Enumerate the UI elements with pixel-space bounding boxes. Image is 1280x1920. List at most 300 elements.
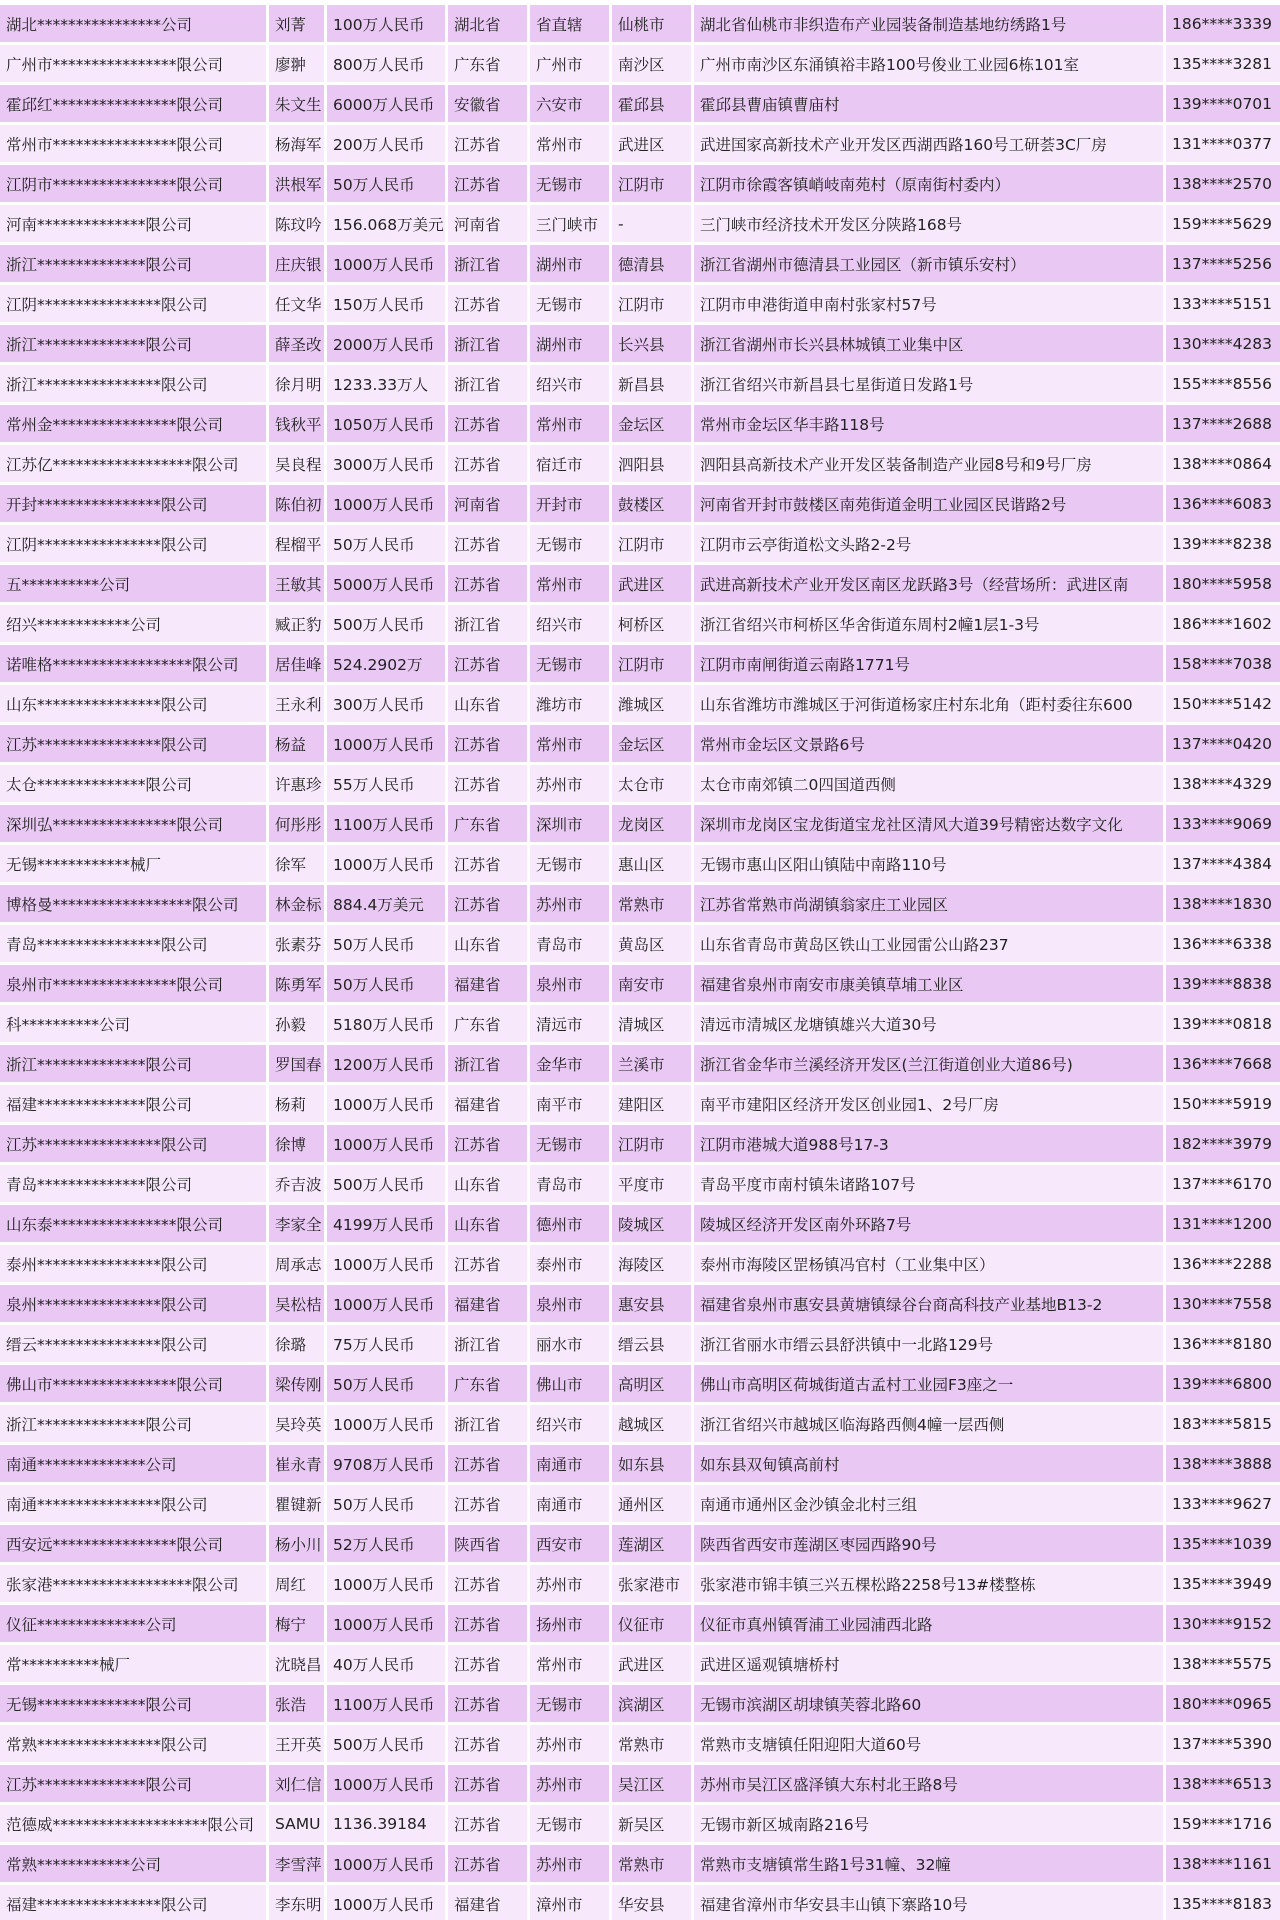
legal-person-cell: 孙毅 — [269, 1005, 324, 1042]
district-cell: 南安市 — [612, 965, 691, 1002]
legal-person-cell: 薛圣改 — [269, 325, 324, 362]
legal-person-cell: SAMU — [269, 1805, 324, 1842]
province-cell: 江苏省 — [448, 165, 527, 202]
table-row — [0, 765, 1280, 802]
district-cell: 仙桃市 — [612, 5, 691, 42]
phone-cell: 159****1716 — [1166, 1805, 1280, 1842]
address-cell: 江苏省常熟市尚湖镇翁家庄工业园区 — [694, 885, 1163, 922]
legal-person-cell: 杨小川 — [269, 1525, 324, 1562]
table-row — [0, 1645, 1280, 1682]
legal-person-cell: 钱秋平 — [269, 405, 324, 442]
company-cell: 无锡************械厂 — [0, 845, 266, 882]
capital-cell: 50万人民币 — [327, 525, 445, 562]
capital-cell: 1000万人民币 — [327, 1125, 445, 1162]
table-body — [0, 5, 1280, 1920]
capital-cell: 50万人民币 — [327, 925, 445, 962]
legal-person-cell: 朱文生 — [269, 85, 324, 122]
district-cell: 张家港市 — [612, 1565, 691, 1602]
city-cell: 无锡市 — [530, 1125, 609, 1162]
capital-cell: 1000万人民币 — [327, 1565, 445, 1602]
capital-cell: 1000万人民币 — [327, 1885, 445, 1920]
phone-cell: 137****6170 — [1166, 1165, 1280, 1202]
capital-cell: 1100万人民币 — [327, 1685, 445, 1722]
city-cell: 六安市 — [530, 85, 609, 122]
province-cell: 江苏省 — [448, 1725, 527, 1762]
phone-cell: 159****5629 — [1166, 205, 1280, 242]
capital-cell: 1000万人民币 — [327, 245, 445, 282]
address-cell: 河南省开封市鼓楼区南苑街道金明工业园区民谐路2号 — [694, 485, 1163, 522]
phone-cell: 139****8838 — [1166, 965, 1280, 1002]
province-cell: 江苏省 — [448, 1605, 527, 1642]
phone-cell: 138****5575 — [1166, 1645, 1280, 1682]
city-cell: 无锡市 — [530, 1805, 609, 1842]
phone-cell: 138****2570 — [1166, 165, 1280, 202]
address-cell: 常州市金坛区文景路6号 — [694, 725, 1163, 762]
table-row — [0, 85, 1280, 122]
city-cell: 绍兴市 — [530, 605, 609, 642]
district-cell: 长兴县 — [612, 325, 691, 362]
district-cell: 龙岗区 — [612, 805, 691, 842]
province-cell: 江苏省 — [448, 525, 527, 562]
table-row — [0, 365, 1280, 402]
city-cell: 绍兴市 — [530, 365, 609, 402]
phone-cell: 133****9627 — [1166, 1485, 1280, 1522]
legal-person-cell: 瞿键新 — [269, 1485, 324, 1522]
phone-cell: 139****0818 — [1166, 1005, 1280, 1042]
phone-cell: 135****8183 — [1166, 1885, 1280, 1920]
address-cell: 山东省青岛市黄岛区铁山工业园雷公山路237 — [694, 925, 1163, 962]
phone-cell: 137****5390 — [1166, 1725, 1280, 1762]
legal-person-cell: 沈晓昌 — [269, 1645, 324, 1682]
phone-cell: 138****3888 — [1166, 1445, 1280, 1482]
capital-cell: 1200万人民币 — [327, 1045, 445, 1082]
phone-cell: 186****3339 — [1166, 5, 1280, 42]
city-cell: 无锡市 — [530, 525, 609, 562]
phone-cell: 137****5256 — [1166, 245, 1280, 282]
city-cell: 三门峡市 — [530, 205, 609, 242]
phone-cell: 133****9069 — [1166, 805, 1280, 842]
phone-cell: 138****6513 — [1166, 1765, 1280, 1802]
district-cell: 武进区 — [612, 125, 691, 162]
capital-cell: 50万人民币 — [327, 965, 445, 1002]
legal-person-cell: 梁传刚 — [269, 1365, 324, 1402]
company-cell: 西安远****************限公司 — [0, 1525, 266, 1562]
legal-person-cell: 杨益 — [269, 725, 324, 762]
city-cell: 无锡市 — [530, 645, 609, 682]
province-cell: 福建省 — [448, 1285, 527, 1322]
address-cell: 佛山市高明区荷城街道古孟村工业园F3座之一 — [694, 1365, 1163, 1402]
phone-cell: 138****1161 — [1166, 1845, 1280, 1882]
legal-person-cell: 庄庆银 — [269, 245, 324, 282]
address-cell: 陕西省西安市莲湖区枣园西路90号 — [694, 1525, 1163, 1562]
city-cell: 潍坊市 — [530, 685, 609, 722]
district-cell: 黄岛区 — [612, 925, 691, 962]
province-cell: 河南省 — [448, 485, 527, 522]
company-cell: 常**********械厂 — [0, 1645, 266, 1682]
company-cell: 泉州****************限公司 — [0, 1285, 266, 1322]
company-cell: 博格曼******************限公司 — [0, 885, 266, 922]
capital-cell: 1000万人民币 — [327, 1245, 445, 1282]
city-cell: 绍兴市 — [530, 1405, 609, 1442]
province-cell: 江苏省 — [448, 725, 527, 762]
province-cell: 江苏省 — [448, 445, 527, 482]
phone-cell: 135****1039 — [1166, 1525, 1280, 1562]
district-cell: 如东县 — [612, 1445, 691, 1482]
table-row — [0, 1725, 1280, 1762]
address-cell: 常州市金坛区华丰路118号 — [694, 405, 1163, 442]
city-cell: 泉州市 — [530, 1285, 609, 1322]
table-row — [0, 1605, 1280, 1642]
address-cell: 常熟市支塘镇任阳迎阳大道60号 — [694, 1725, 1163, 1762]
table-row — [0, 1085, 1280, 1122]
capital-cell: 50万人民币 — [327, 165, 445, 202]
capital-cell: 2000万人民币 — [327, 325, 445, 362]
province-cell: 浙江省 — [448, 605, 527, 642]
province-cell: 福建省 — [448, 1885, 527, 1920]
phone-cell: 137****0420 — [1166, 725, 1280, 762]
address-cell: 无锡市滨湖区胡埭镇芙蓉北路60 — [694, 1685, 1163, 1722]
table-row — [0, 645, 1280, 682]
legal-person-cell: 程榴平 — [269, 525, 324, 562]
table-row — [0, 1325, 1280, 1362]
district-cell: 惠安县 — [612, 1285, 691, 1322]
capital-cell: 156.068万美元 — [327, 205, 445, 242]
table-row — [0, 1285, 1280, 1322]
address-cell: 江阴市港城大道988号17-3 — [694, 1125, 1163, 1162]
address-cell: 江阴市南闸街道云南路1771号 — [694, 645, 1163, 682]
phone-cell: 136****8180 — [1166, 1325, 1280, 1362]
district-cell: 霍邱县 — [612, 85, 691, 122]
company-cell: 常州金****************限公司 — [0, 405, 266, 442]
city-cell: 南平市 — [530, 1085, 609, 1122]
address-cell: 福建省泉州市南安市康美镇草埔工业区 — [694, 965, 1163, 1002]
capital-cell: 150万人民币 — [327, 285, 445, 322]
legal-person-cell: 吴松桔 — [269, 1285, 324, 1322]
table-row — [0, 1885, 1280, 1920]
table-row — [0, 1005, 1280, 1042]
phone-cell: 131****1200 — [1166, 1205, 1280, 1242]
district-cell: 新昌县 — [612, 365, 691, 402]
company-cell: 南通****************限公司 — [0, 1485, 266, 1522]
table-row — [0, 845, 1280, 882]
company-cell: 浙江****************限公司 — [0, 365, 266, 402]
company-cell: 仪征**************公司 — [0, 1605, 266, 1642]
province-cell: 江苏省 — [448, 1445, 527, 1482]
province-cell: 陕西省 — [448, 1525, 527, 1562]
legal-person-cell: 梅宁 — [269, 1605, 324, 1642]
capital-cell: 4199万人民币 — [327, 1205, 445, 1242]
table-row — [0, 525, 1280, 562]
capital-cell: 1100万人民币 — [327, 805, 445, 842]
phone-cell: 131****0377 — [1166, 125, 1280, 162]
province-cell: 浙江省 — [448, 325, 527, 362]
legal-person-cell: 李东明 — [269, 1885, 324, 1920]
address-cell: 无锡市新区城南路216号 — [694, 1805, 1163, 1842]
phone-cell: 136****6338 — [1166, 925, 1280, 962]
phone-cell: 136****6083 — [1166, 485, 1280, 522]
district-cell: 德清县 — [612, 245, 691, 282]
city-cell: 扬州市 — [530, 1605, 609, 1642]
capital-cell: 5180万人民币 — [327, 1005, 445, 1042]
company-cell: 佛山市****************限公司 — [0, 1365, 266, 1402]
legal-person-cell: 臧正豹 — [269, 605, 324, 642]
table-row — [0, 205, 1280, 242]
capital-cell: 1233.33万人 — [327, 365, 445, 402]
province-cell: 浙江省 — [448, 1405, 527, 1442]
address-cell: 陵城区经济开发区南外环路7号 — [694, 1205, 1163, 1242]
province-cell: 江苏省 — [448, 885, 527, 922]
capital-cell: 1136.39184 — [327, 1805, 445, 1842]
district-cell: 新吴区 — [612, 1805, 691, 1842]
address-cell: 福建省漳州市华安县丰山镇下寨路10号 — [694, 1885, 1163, 1920]
company-cell: 山东****************限公司 — [0, 685, 266, 722]
company-cell: 江阴****************限公司 — [0, 285, 266, 322]
province-cell: 江苏省 — [448, 1125, 527, 1162]
phone-cell: 136****2288 — [1166, 1245, 1280, 1282]
city-cell: 常州市 — [530, 1645, 609, 1682]
company-cell: 江苏亿******************限公司 — [0, 445, 266, 482]
address-cell: 仪征市真州镇胥浦工业园浦西北路 — [694, 1605, 1163, 1642]
phone-cell: 139****0701 — [1166, 85, 1280, 122]
capital-cell: 75万人民币 — [327, 1325, 445, 1362]
district-cell: 兰溪市 — [612, 1045, 691, 1082]
legal-person-cell: 李雪萍 — [269, 1845, 324, 1882]
capital-cell: 200万人民币 — [327, 125, 445, 162]
city-cell: 德州市 — [530, 1205, 609, 1242]
capital-cell: 1000万人民币 — [327, 1285, 445, 1322]
district-cell: 常熟市 — [612, 1845, 691, 1882]
city-cell: 南通市 — [530, 1485, 609, 1522]
district-cell: 清城区 — [612, 1005, 691, 1042]
capital-cell: 1000万人民币 — [327, 485, 445, 522]
table-row — [0, 125, 1280, 162]
table-row — [0, 405, 1280, 442]
district-cell: 泗阳县 — [612, 445, 691, 482]
province-cell: 广东省 — [448, 1005, 527, 1042]
legal-person-cell: 张素芬 — [269, 925, 324, 962]
table-row — [0, 685, 1280, 722]
province-cell: 江苏省 — [448, 1765, 527, 1802]
city-cell: 佛山市 — [530, 1365, 609, 1402]
capital-cell: 100万人民币 — [327, 5, 445, 42]
province-cell: 山东省 — [448, 925, 527, 962]
city-cell: 青岛市 — [530, 925, 609, 962]
company-cell: 浙江**************限公司 — [0, 1045, 266, 1082]
table-row — [0, 1045, 1280, 1082]
table-row — [0, 445, 1280, 482]
city-cell: 青岛市 — [530, 1165, 609, 1202]
company-cell: 福建**************限公司 — [0, 1085, 266, 1122]
phone-cell: 150****5142 — [1166, 685, 1280, 722]
table-row — [0, 1205, 1280, 1242]
table-row — [0, 1405, 1280, 1442]
legal-person-cell: 廖翀 — [269, 45, 324, 82]
phone-cell: 139****6800 — [1166, 1365, 1280, 1402]
province-cell: 江苏省 — [448, 1685, 527, 1722]
capital-cell: 524.2902万 — [327, 645, 445, 682]
city-cell: 无锡市 — [530, 845, 609, 882]
table-row — [0, 725, 1280, 762]
table-row — [0, 1565, 1280, 1602]
company-cell: 浙江**************限公司 — [0, 245, 266, 282]
capital-cell: 9708万人民币 — [327, 1445, 445, 1482]
city-cell: 漳州市 — [530, 1885, 609, 1920]
capital-cell: 500万人民币 — [327, 1725, 445, 1762]
address-cell: 霍邱县曹庙镇曹庙村 — [694, 85, 1163, 122]
legal-person-cell: 王永利 — [269, 685, 324, 722]
company-cell: 湖北****************公司 — [0, 5, 266, 42]
city-cell: 泉州市 — [530, 965, 609, 1002]
district-cell: 太仓市 — [612, 765, 691, 802]
address-cell: 浙江省金华市兰溪经济开发区(兰江街道创业大道86号) — [694, 1045, 1163, 1082]
phone-cell: 186****1602 — [1166, 605, 1280, 642]
company-cell: 常熟****************限公司 — [0, 1725, 266, 1762]
province-cell: 江苏省 — [448, 405, 527, 442]
address-cell: 苏州市吴江区盛泽镇大东村北王路8号 — [694, 1765, 1163, 1802]
district-cell: 金坛区 — [612, 405, 691, 442]
table-row — [0, 1245, 1280, 1282]
company-cell: 张家港******************限公司 — [0, 1565, 266, 1602]
table-row — [0, 1845, 1280, 1882]
phone-cell: 136****7668 — [1166, 1045, 1280, 1082]
legal-person-cell: 杨莉 — [269, 1085, 324, 1122]
capital-cell: 1050万人民币 — [327, 405, 445, 442]
district-cell: 江阴市 — [612, 645, 691, 682]
province-cell: 福建省 — [448, 965, 527, 1002]
district-cell: 金坛区 — [612, 725, 691, 762]
phone-cell: 150****5919 — [1166, 1085, 1280, 1122]
company-cell: 南通**************公司 — [0, 1445, 266, 1482]
district-cell: 滨湖区 — [612, 1685, 691, 1722]
province-cell: 福建省 — [448, 1085, 527, 1122]
legal-person-cell: 徐军 — [269, 845, 324, 882]
table-row — [0, 1445, 1280, 1482]
district-cell: 建阳区 — [612, 1085, 691, 1122]
company-cell: 泉州市****************限公司 — [0, 965, 266, 1002]
company-cell: 江阴****************限公司 — [0, 525, 266, 562]
address-cell: 泗阳县高新技术产业开发区装备制造产业园8号和9号厂房 — [694, 445, 1163, 482]
district-cell: 越城区 — [612, 1405, 691, 1442]
address-cell: 武进高新技术产业开发区南区龙跃路3号（经营场所：武进区南 — [694, 565, 1163, 602]
table-row — [0, 485, 1280, 522]
city-cell: 常州市 — [530, 125, 609, 162]
legal-person-cell: 许惠珍 — [269, 765, 324, 802]
company-cell: 范德威********************限公司 — [0, 1805, 266, 1842]
phone-cell: 135****3281 — [1166, 45, 1280, 82]
province-cell: 山东省 — [448, 685, 527, 722]
province-cell: 浙江省 — [448, 245, 527, 282]
company-cell: 诺唯格******************限公司 — [0, 645, 266, 682]
address-cell: 南平市建阳区经济开发区创业园1、2号厂房 — [694, 1085, 1163, 1122]
table-row — [0, 45, 1280, 82]
address-cell: 如东县双甸镇高前村 — [694, 1445, 1163, 1482]
capital-cell: 1000万人民币 — [327, 1605, 445, 1642]
address-cell: 浙江省绍兴市新昌县七星街道日发路1号 — [694, 365, 1163, 402]
address-cell: 湖北省仙桃市非织造布产业园装备制造基地纺绣路1号 — [694, 5, 1163, 42]
company-cell: 绍兴************公司 — [0, 605, 266, 642]
city-cell: 丽水市 — [530, 1325, 609, 1362]
phone-cell: 138****0864 — [1166, 445, 1280, 482]
phone-cell: 155****8556 — [1166, 365, 1280, 402]
company-cell: 霍邱红****************限公司 — [0, 85, 266, 122]
legal-person-cell: 吴良程 — [269, 445, 324, 482]
district-cell: 江阴市 — [612, 165, 691, 202]
address-cell: 武进国家高新技术产业开发区西湖西路160号工研荟3C厂房 — [694, 125, 1163, 162]
company-cell: 科**********公司 — [0, 1005, 266, 1042]
address-cell: 浙江省绍兴市柯桥区华舍街道东周村2幢1层1-3号 — [694, 605, 1163, 642]
phone-cell: 182****3979 — [1166, 1125, 1280, 1162]
district-cell: 高明区 — [612, 1365, 691, 1402]
district-cell: 海陵区 — [612, 1245, 691, 1282]
phone-cell: 138****4329 — [1166, 765, 1280, 802]
phone-cell: 130****9152 — [1166, 1605, 1280, 1642]
city-cell: 苏州市 — [530, 1725, 609, 1762]
table-row — [0, 805, 1280, 842]
address-cell: 南通市通州区金沙镇金北村三组 — [694, 1485, 1163, 1522]
district-cell: 平度市 — [612, 1165, 691, 1202]
company-cell: 常熟************公司 — [0, 1845, 266, 1882]
company-cell: 广州市****************限公司 — [0, 45, 266, 82]
district-cell: 莲湖区 — [612, 1525, 691, 1562]
table-row — [0, 965, 1280, 1002]
province-cell: 河南省 — [448, 205, 527, 242]
address-cell: 福建省泉州市惠安县黄塘镇绿谷台商高科技产业基地B13-2 — [694, 1285, 1163, 1322]
legal-person-cell: 陈玟吟 — [269, 205, 324, 242]
district-cell: 鼓楼区 — [612, 485, 691, 522]
legal-person-cell: 杨海军 — [269, 125, 324, 162]
legal-person-cell: 崔永青 — [269, 1445, 324, 1482]
capital-cell: 884.4万美元 — [327, 885, 445, 922]
address-cell: 浙江省绍兴市越城区临海路西侧4幢一层西侧 — [694, 1405, 1163, 1442]
province-cell: 江苏省 — [448, 1645, 527, 1682]
legal-person-cell: 陈伯初 — [269, 485, 324, 522]
phone-cell: 138****1830 — [1166, 885, 1280, 922]
company-cell: 江阴市****************限公司 — [0, 165, 266, 202]
capital-cell: 3000万人民币 — [327, 445, 445, 482]
city-cell: 广州市 — [530, 45, 609, 82]
district-cell: - — [612, 205, 691, 242]
district-cell: 华安县 — [612, 1885, 691, 1920]
city-cell: 湖州市 — [530, 245, 609, 282]
province-cell: 山东省 — [448, 1165, 527, 1202]
legal-person-cell: 刘菁 — [269, 5, 324, 42]
legal-person-cell: 张浩 — [269, 1685, 324, 1722]
legal-person-cell: 居佳峰 — [269, 645, 324, 682]
address-cell: 浙江省湖州市德清县工业园区（新市镇乐安村） — [694, 245, 1163, 282]
phone-cell: 183****5815 — [1166, 1405, 1280, 1442]
table-row — [0, 605, 1280, 642]
province-cell: 江苏省 — [448, 125, 527, 162]
province-cell: 江苏省 — [448, 1565, 527, 1602]
city-cell: 湖州市 — [530, 325, 609, 362]
city-cell: 深圳市 — [530, 805, 609, 842]
province-cell: 江苏省 — [448, 565, 527, 602]
legal-person-cell: 任文华 — [269, 285, 324, 322]
capital-cell: 52万人民币 — [327, 1525, 445, 1562]
city-cell: 苏州市 — [530, 1565, 609, 1602]
company-cell: 山东泰****************限公司 — [0, 1205, 266, 1242]
province-cell: 江苏省 — [448, 285, 527, 322]
province-cell: 广东省 — [448, 1365, 527, 1402]
address-cell: 江阴市云亭街道松文头路2-2号 — [694, 525, 1163, 562]
phone-cell: 130****7558 — [1166, 1285, 1280, 1322]
table-row — [0, 1685, 1280, 1722]
district-cell: 惠山区 — [612, 845, 691, 882]
address-cell: 青岛平度市南村镇朱诸路107号 — [694, 1165, 1163, 1202]
legal-person-cell: 徐月明 — [269, 365, 324, 402]
district-cell: 缙云县 — [612, 1325, 691, 1362]
city-cell: 常州市 — [530, 725, 609, 762]
